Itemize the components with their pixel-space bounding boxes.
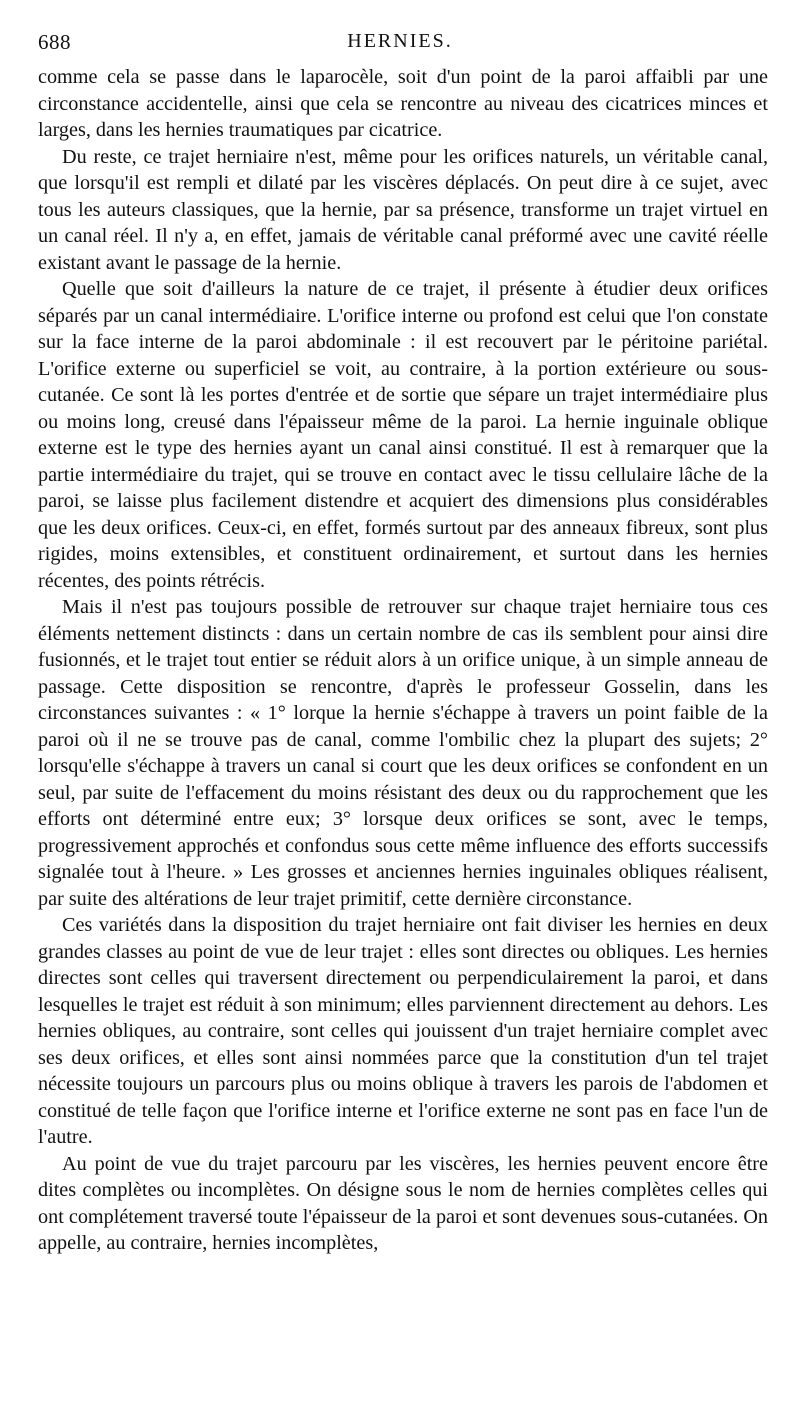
paragraph: comme cela se passe dans le laparocèle, soit d'un point de la paroi affaibli par une circonstance accidentelle, ainsi que cela se rencontre au niveau des cicatrices minces et larges, dans les hernies traumatiques par cicatrice. [38, 66, 768, 141]
paragraph: Quelle que soit d'ailleurs la nature de ce trajet, il présente à étudier deux orifices séparés par un canal intermédiaire. L'orifice interne ou profond est celui que l'on constate sur la face interne de la paroi abdominale : il est recouvert par le péritoine pariétal. L'orifice externe ou superficiel se voit, au contraire, à la portion extérieure ou sous-cutanée. Ce sont là les portes d'entrée et de sortie que sépare un trajet intermédiaire plus ou moins long, creusé dans l'épaisseur même de la paroi. La hernie inguinale oblique externe est le type des hernies ayant un canal ainsi constitué. Il est à remarquer que la partie intermédiaire du trajet, qui se trouve en contact avec le tissu cellulaire lâche de la paroi, se laisse plus facilement distendre et acquiert des dimensions plus considérables que les deux orifices. Ceux-ci, en effet, formés surtout par des anneaux fibreux, sont plus rigides, moins extensibles, et constituent ordinairement, et surtout dans les hernies récentes, des points rétrécis. [38, 278, 768, 592]
paragraph: Du reste, ce trajet herniaire n'est, même pour les orifices naturels, un véritable canal, que lorsqu'il est rempli et dilaté par les viscères déplacés. On peut dire à ce sujet, avec tous les auteurs classiques, que la hernie, par sa présence, transforme un trajet virtuel en un canal réel. Il n'y a, en effet, jamais de véritable canal préformé avec une cavité réelle existant avant le passage de la hernie. [38, 145, 768, 274]
paragraph: Au point de vue du trajet parcouru par les viscères, les hernies peuvent encore être dites complètes ou incomplètes. On désigne sous le nom de hernies complètes celles qui ont complétement traversé toute l'épaisseur de la paroi et sont devenues sous-cutanées. On appelle, au contraire, hernies incomplètes, [38, 1152, 768, 1254]
paragraph: Ces variétés dans la disposition du trajet herniaire ont fait diviser les hernies en deux grandes classes au point de vue de leur trajet : elles sont directes ou obliques. Les hernies directes sont celles qui traversent directement ou perpendiculairement la paroi, et dans lesquelles le trajet est réduit à son minimum; elles parviennent directement au dehors. Les hernies obliques, au contraire, sont celles qui jouissent d'un trajet herniaire complet avec ses deux orifices, et elles sont ainsi nommées parce que la constitution d'un tel trajet nécessite toujours un parcours plus ou moins oblique à travers les parois de l'abdomen et constitué de telle façon que l'orifice interne et l'orifice externe ne sont pas en face l'un de l'autre. [38, 914, 768, 1148]
running-head: HERNIES. [347, 30, 453, 52]
page-number: 688 [38, 30, 71, 54]
paragraph: Mais il n'est pas toujours possible de retrouver sur chaque trajet herniaire tous ces éléments nettement distincts : dans un certain nombre de cas ils semblent pour ainsi dire fusionnés, et le trajet tout entier se réduit alors à un orifice unique, à un simple anneau de passage. Cette disposition se rencontre, d'après le professeur Gosselin, dans les circonstances suivantes : « 1° lorque la hernie s'échappe à travers un point faible de la paroi où il ne se trouve pas de canal, comme l'ombilic chez la plupart des sujets; 2° lorsqu'elle s'échappe à travers un canal si court que les deux orifices se confondent en un seul, par suite de l'effacement du moins résistant des deux ou du rapprochement que les efforts ont déterminé entre eux; 3° lorsque deux orifices se sont, avec le temps, progressivement approchés et confondus sous cette même influence des efforts successifs signalée tout à l'heure. » Les grosses et anciennes hernies inguinales obliques réalisent, par suite des altérations de leur trajet primitif, cette dernière circonstance. [38, 596, 768, 910]
page-header [38, 30, 762, 60]
body-text [38, 64, 768, 1257]
